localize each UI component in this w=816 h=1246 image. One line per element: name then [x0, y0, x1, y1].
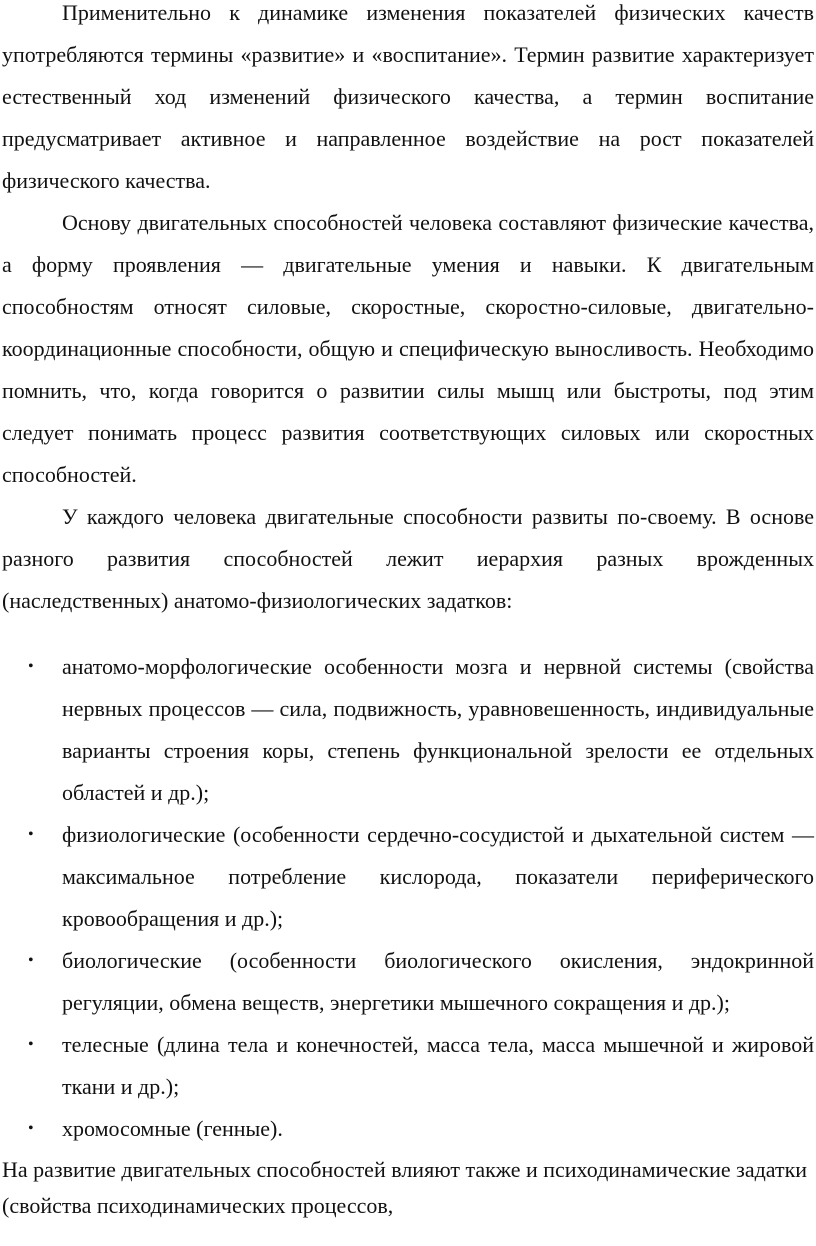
- paragraph-3: У каждого человека двигательные способности развиты по-своему. В основе разного развития способностей лежит иерархия разных врожденных (наследственных) анатомо-физиологических задатков:: [2, 504, 814, 613]
- list-item-text: хромосомные (генные).: [62, 1116, 283, 1141]
- list-item-text: биологические (особенности биологического окисления, эндокринной регуляции, обмена веществ, энергетики мышечного сокращения и др.);: [62, 948, 814, 1015]
- list-item: [2, 1024, 814, 1108]
- bullet-icon: •: [28, 952, 34, 969]
- bullet-icon: •: [28, 1120, 34, 1137]
- list-item-text: физиологические (особенности сердечно-сосудистой и дыхательной систем — максимальное потребление кислорода, показатели периферического кровообращения и др.);: [62, 822, 814, 931]
- paragraph-2: Основу двигательных способностей человека составляют физические качества, а форму проявления — двигательные умения и навыки. К двигательным способностям относят силовые, скоростные, скоростно-силовые, двигательно-координационные способности, общую и специфическую выносливость. Необходимо помнить, что, когда говорится о развитии силы мышц или быстроты, под этим следует понимать процесс развития соответствующих силовых или скоростных способностей.: [2, 210, 814, 487]
- paragraph-1: Применительно к динамике изменения показателей физических качеств употребляются термины «развитие» и «воспитание». Термин развитие характеризует естественный ход изменений физического качества, а термин воспитание предусматривает активное и направленное воздействие на рост показателей физического качества.: [2, 0, 814, 193]
- list-item: [2, 1108, 814, 1150]
- bullet-list: [2, 646, 814, 1150]
- list-item: [2, 646, 814, 814]
- closing-paragraph: На развитие двигательных способностей влияют также и психодинамические задатки (свойства психодинамических процессов,: [2, 1157, 808, 1218]
- list-item-text: анатомо-морфологические особенности мозга и нервной системы (свойства нервных процессов — сила, подвижность, уравновешенность, индивидуальные варианты строения коры, степень функциональной зрелости ее отдельных областей и др.);: [62, 654, 814, 805]
- list-item: [2, 940, 814, 1024]
- list-item-text: телесные (длина тела и конечностей, масса тела, масса мышечной и жировой ткани и др.);: [62, 1032, 814, 1099]
- bullet-icon: •: [28, 826, 34, 843]
- bullet-icon: •: [28, 658, 34, 675]
- list-item: [2, 814, 814, 940]
- bullet-icon: •: [28, 1036, 34, 1053]
